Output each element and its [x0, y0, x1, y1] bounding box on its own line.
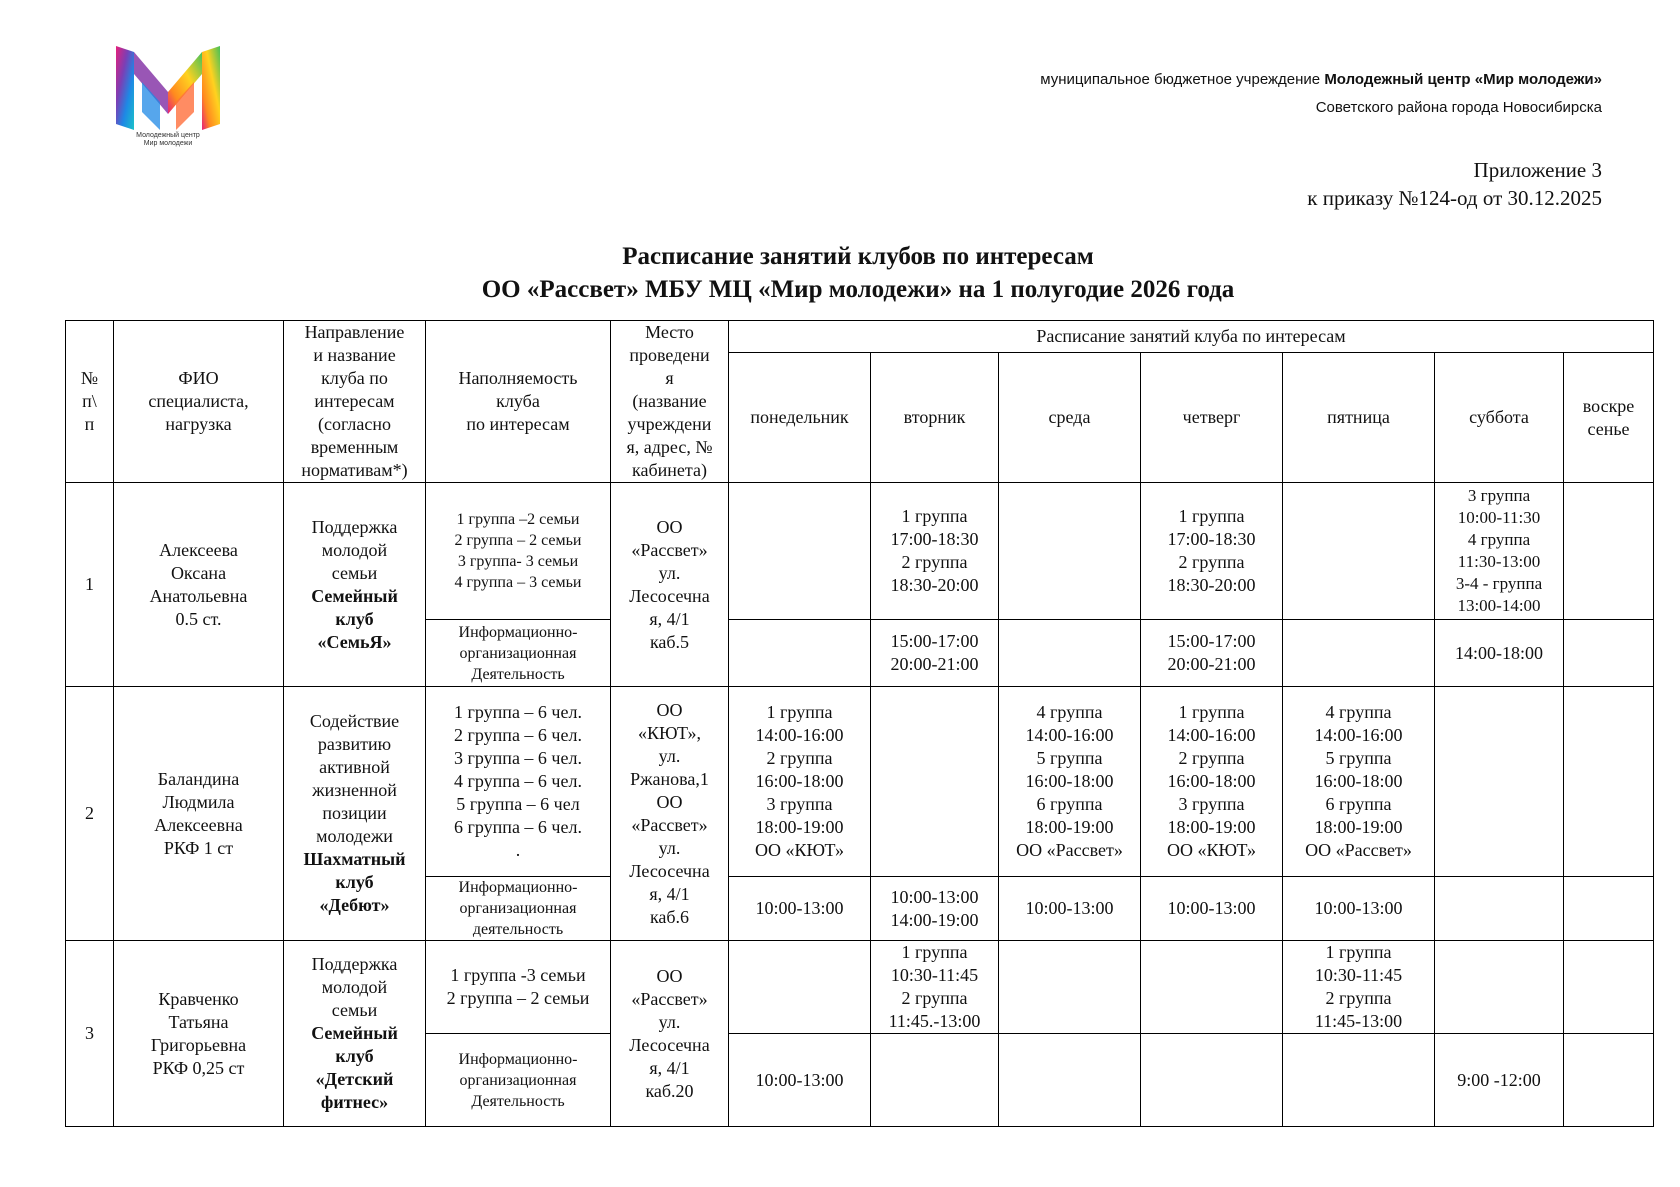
- direction-text: Содействие развитию активной жизненной позиции молодежи: [309, 711, 400, 846]
- cell-tuesday: 1 группа 17:00-18:30 2 группа 18:30-20:00: [871, 483, 999, 620]
- header-place: Место проведени я (название учреждени я, адрес, № кабинета): [611, 321, 729, 483]
- organization-header: [1040, 66, 1602, 122]
- cell-saturday: [1435, 941, 1564, 1034]
- row-place: ОО «КЮТ», ул. Ржанова,1 ОО «Рассвет» ул. Лесосечна я, 4/1 каб.6: [611, 687, 729, 941]
- logo-caption-line2: Мир молодежи: [143, 140, 193, 147]
- club-name: Семейный клуб «СемьЯ»: [311, 585, 398, 652]
- cell-wednesday: 10:00-13:00: [999, 877, 1141, 941]
- row-direction: [284, 687, 426, 941]
- header-wednesday: среда: [999, 353, 1141, 483]
- club-name: Семейный клуб «Детский фитнес»: [311, 1023, 398, 1112]
- cell-tuesday: [871, 1034, 999, 1127]
- header-schedule: Расписание занятий клуба по интересам: [729, 321, 1654, 353]
- table-row: [66, 483, 1654, 620]
- cell-tuesday: [871, 687, 999, 877]
- cell-friday: [1283, 1034, 1435, 1127]
- row-num: 1: [66, 483, 114, 687]
- row-fill: Информационно- организационная деятельность: [426, 877, 611, 941]
- title-line1: Расписание занятий клубов по интересам: [622, 243, 1094, 270]
- cell-monday: 10:00-13:00: [729, 1034, 871, 1127]
- header-sunday: воскре сенье: [1564, 353, 1654, 483]
- row-place: ОО «Рассвет» ул. Лесосечна я, 4/1 каб.5: [611, 483, 729, 687]
- cell-thursday: 1 группа 14:00-16:00 2 группа 16:00-18:00 3 группа 18:00-19:00 ОО «КЮТ»: [1141, 687, 1283, 877]
- order-reference: к приказу №124-од от 30.12.2025: [1307, 186, 1602, 210]
- cell-saturday: [1435, 687, 1564, 877]
- row-fill: Информационно- организационная Деятельность: [426, 1034, 611, 1127]
- header-direction: Направление и название клуба по интересам (согласно временным нормативам*): [284, 321, 426, 483]
- cell-wednesday: [999, 483, 1141, 620]
- organization-name: Молодежный центр «Мир молодежи»: [1324, 71, 1602, 88]
- cell-thursday: 15:00-17:00 20:00-21:00: [1141, 620, 1283, 687]
- cell-wednesday: 4 группа 14:00-16:00 5 группа 16:00-18:00 6 группа 18:00-19:00 ОО «Рассвет»: [999, 687, 1141, 877]
- cell-friday: 4 группа 14:00-16:00 5 группа 16:00-18:00 6 группа 18:00-19:00 ОО «Рассвет»: [1283, 687, 1435, 877]
- row-fill: 1 группа -3 семьи 2 группа – 2 семьи: [426, 941, 611, 1034]
- organization-prefix: муниципальное бюджетное учреждение: [1040, 71, 1325, 88]
- cell-monday: [729, 941, 871, 1034]
- cell-tuesday: 1 группа 10:30-11:45 2 группа 11:45.-13:00: [871, 941, 999, 1034]
- logo-mark: [112, 42, 224, 134]
- header-fill: Наполняемость клуба по интересам: [426, 321, 611, 483]
- header-saturday: суббота: [1435, 353, 1564, 483]
- cell-friday: 1 группа 10:30-11:45 2 группа 11:45-13:00: [1283, 941, 1435, 1034]
- cell-saturday: 9:00 -12:00: [1435, 1034, 1564, 1127]
- title-line2: ОО «Рассвет» МБУ МЦ «Мир молодежи» на 1 полугодие 2026 года: [481, 276, 1235, 303]
- cell-monday: [729, 620, 871, 687]
- direction-text: Поддержка молодой семьи: [311, 954, 398, 1020]
- cell-wednesday: [999, 620, 1141, 687]
- row-fill: Информационно- организационная Деятельность: [426, 620, 611, 687]
- appendix-label: Приложение 3: [1473, 158, 1602, 182]
- cell-sunday: [1564, 941, 1654, 1034]
- row-num: 3: [66, 941, 114, 1127]
- cell-friday: 10:00-13:00: [1283, 877, 1435, 941]
- cell-monday: [729, 483, 871, 620]
- cell-sunday: [1564, 483, 1654, 620]
- row-fio: Баландина Людмила Алексеевна РКФ 1 ст: [114, 687, 284, 941]
- row-num: 2: [66, 687, 114, 941]
- row-direction: [284, 941, 426, 1127]
- logo-caption: [112, 132, 224, 148]
- header-tuesday: вторник: [871, 353, 999, 483]
- direction-text: Поддержка молодой семьи: [311, 516, 398, 583]
- header-num: № п\ п: [66, 321, 114, 483]
- logo: [112, 42, 224, 152]
- cell-thursday: 1 группа 17:00-18:30 2 группа 18:30-20:00: [1141, 483, 1283, 620]
- cell-sunday: [1564, 1034, 1654, 1127]
- header-fio: ФИО специалиста, нагрузка: [114, 321, 284, 483]
- cell-sunday: [1564, 877, 1654, 941]
- row-direction: [284, 483, 426, 687]
- cell-wednesday: [999, 1034, 1141, 1127]
- cell-friday: [1283, 620, 1435, 687]
- row-fio: Кравченко Татьяна Григорьевна РКФ 0,25 ст: [114, 941, 284, 1127]
- cell-thursday: [1141, 941, 1283, 1034]
- table-row: [66, 687, 1654, 877]
- organization-line2: Советского района города Новосибирска: [1315, 99, 1602, 116]
- cell-thursday: 10:00-13:00: [1141, 877, 1283, 941]
- cell-wednesday: [999, 941, 1141, 1034]
- cell-tuesday: 10:00-13:00 14:00-19:00: [871, 877, 999, 941]
- cell-monday: 1 группа 14:00-16:00 2 группа 16:00-18:00 3 группа 18:00-19:00 ОО «КЮТ»: [729, 687, 871, 877]
- club-name: Шахматный клуб «Дебют»: [303, 849, 406, 915]
- cell-friday: [1283, 483, 1435, 620]
- logo-caption-line1: Молодежный центр: [136, 132, 200, 139]
- cell-saturday: 3 группа 10:00-11:30 4 группа 11:30-13:00 3-4 - группа 13:00-14:00: [1435, 483, 1564, 620]
- cell-saturday: 14:00-18:00: [1435, 620, 1564, 687]
- cell-sunday: [1564, 687, 1654, 877]
- schedule-table: [65, 320, 1654, 1127]
- cell-saturday: [1435, 877, 1564, 941]
- cell-monday: 10:00-13:00: [729, 877, 871, 941]
- row-place: ОО «Рассвет» ул. Лесосечна я, 4/1 каб.20: [611, 941, 729, 1127]
- cell-thursday: [1141, 1034, 1283, 1127]
- header-friday: пятница: [1283, 353, 1435, 483]
- header-thursday: четверг: [1141, 353, 1283, 483]
- header-monday: понедельник: [729, 353, 871, 483]
- document-title: [64, 240, 1652, 306]
- row-fill: 1 группа –2 семьи 2 группа – 2 семьи 3 группа- 3 семьи 4 группа – 3 семьи: [426, 483, 611, 620]
- row-fill: 1 группа – 6 чел. 2 группа – 6 чел. 3 группа – 6 чел. 4 группа – 6 чел. 5 группа – 6 чел 6 группа – 6 чел. .: [426, 687, 611, 877]
- row-fio: Алексеева Оксана Анатольевна 0.5 ст.: [114, 483, 284, 687]
- table-row: [66, 941, 1654, 1034]
- appendix-block: [1307, 156, 1602, 212]
- cell-sunday: [1564, 620, 1654, 687]
- organization-line1: [1040, 66, 1602, 94]
- cell-tuesday: 15:00-17:00 20:00-21:00: [871, 620, 999, 687]
